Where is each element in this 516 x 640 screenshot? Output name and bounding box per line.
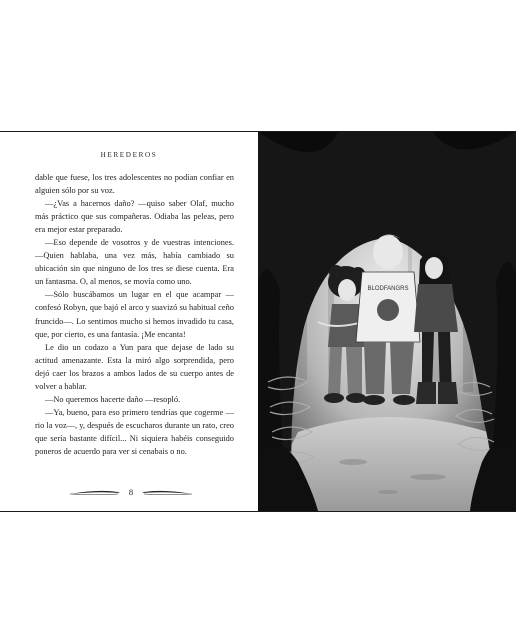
shirt-text: BLODFANGRS: [367, 286, 409, 292]
forest-illustration: [258, 132, 516, 511]
book-spread: [0, 131, 516, 512]
right-page-illustration: [258, 132, 516, 511]
paragraph: —No queremos hacerte daño —resopló.: [45, 394, 181, 404]
paragraph: dable que fuese, los tres adolescentes no podían confiar en alguien sólo por su voz.: [35, 173, 234, 196]
body-text: [35, 171, 234, 458]
left-page: [0, 132, 258, 511]
paragraph: —¿Vas a hacernos daño? —quiso saber Olaf, mucho más práctico que sus compañeras. Odiaba las peleas, pero era mejor estar preparado.: [35, 199, 234, 235]
folio: [68, 486, 194, 500]
running-head: HEREDEROS: [100, 151, 158, 159]
paragraph: —Ya, bueno, para eso primero tendrías que cogerme —rio la voz—, y, después de escucharos durante un rato, creo que sería bastante difícil... Ni siquiera habéis conseguido poneros de acuerdo para ver si cenabais o no.: [35, 407, 234, 456]
paragraph: Le dio un codazo a Yun para que dejase de lado su actitud amenazante. Esta la miró algo sorprendida, pero dejó caer los brazos a ambos lados de su cuerpo antes de volver a hablar.: [35, 342, 234, 391]
paragraph: —Eso depende de vosotros y de vuestras intenciones. —Quien hablaba, una vez más, había cambiado su ubicación sin que ninguno de los tres se diese cuenta. Era un fantasma. O, al menos, se movía como uno.: [35, 238, 234, 287]
paragraph: —Sólo buscábamos un lugar en el que acampar —confesó Robyn, que bajó el arco y suavizó su habitual ceño fruncido—. Lo sentimos mucho si hemos invadido tu casa, que, por cierto, es una fantasía. ¡Me encanta!: [35, 290, 234, 339]
page-number: 8: [128, 487, 134, 497]
